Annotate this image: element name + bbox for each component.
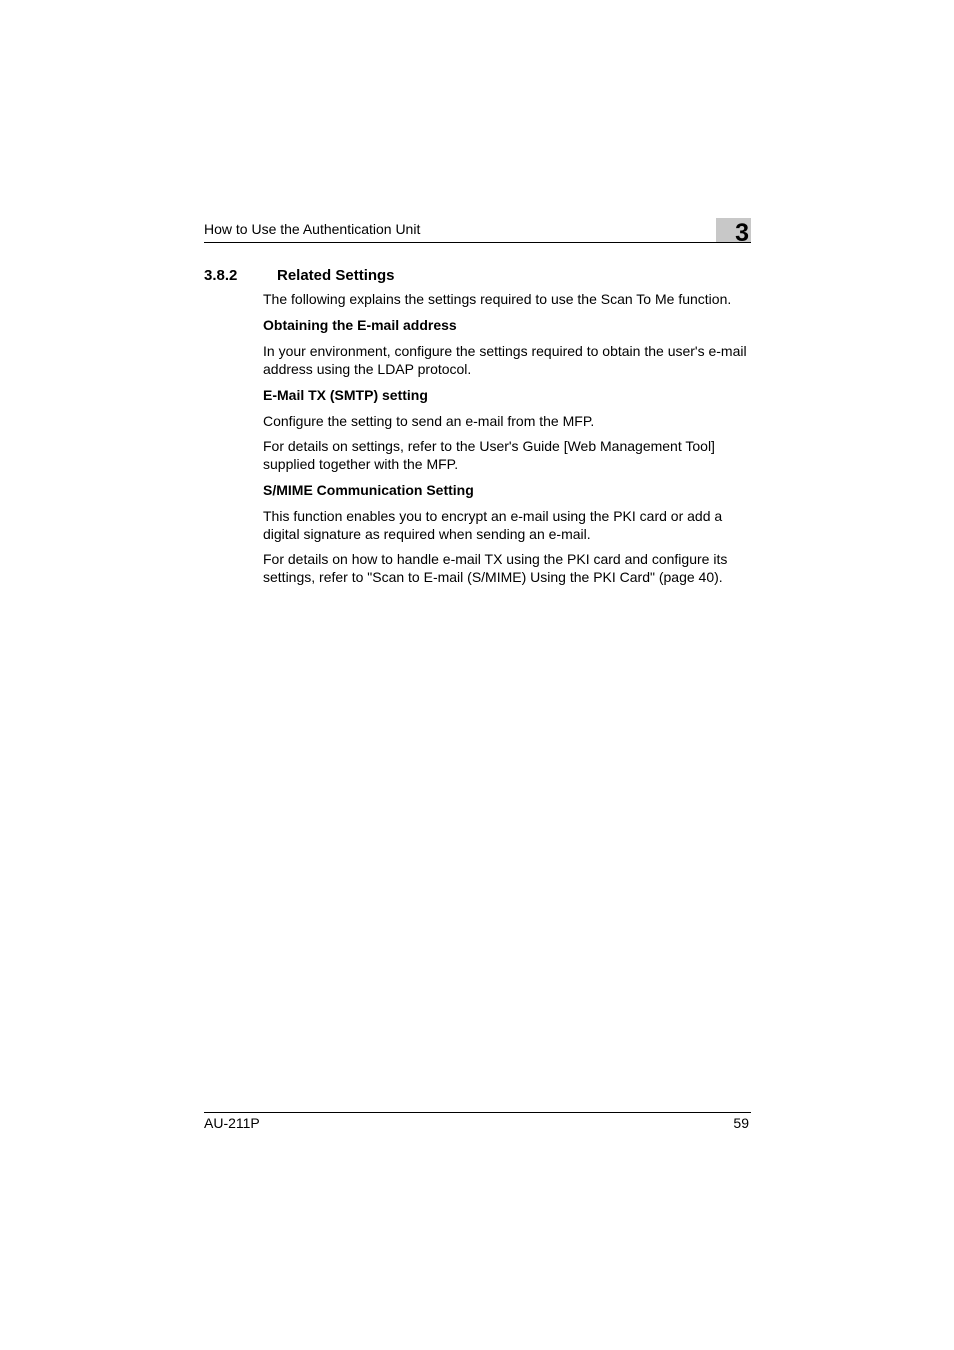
footer-page-number: 59 bbox=[733, 1115, 749, 1131]
header-divider bbox=[204, 242, 751, 243]
chapter-number: 3 bbox=[735, 219, 749, 247]
footer-model: AU-211P bbox=[204, 1115, 260, 1131]
subsection-heading-smime: S/MIME Communication Setting bbox=[263, 482, 474, 498]
paragraph-smime-2: For details on how to handle e-mail TX using the PKI card and configure its settings, refer to "Scan to E-mail (S/MIME) Using the PKI Card" (page 40). bbox=[263, 551, 728, 585]
section-body bbox=[263, 290, 755, 593]
intro-paragraph: The following explains the settings required to use the Scan To Me function. bbox=[263, 291, 732, 307]
paragraph-smtp-2: For details on settings, refer to the User's Guide [Web Management Tool] supplied together with the MFP. bbox=[263, 438, 715, 472]
paragraph-smtp-1: Configure the setting to send an e-mail from the MFP. bbox=[263, 413, 595, 429]
footer-divider bbox=[204, 1112, 751, 1113]
chapter-tab bbox=[716, 218, 751, 247]
running-header-title: How to Use the Authentication Unit bbox=[204, 221, 421, 237]
paragraph-email-address: In your environment, configure the settings required to obtain the user's e-mail address using the LDAP protocol. bbox=[263, 343, 747, 377]
paragraph-smime-1: This function enables you to encrypt an e-mail using the PKI card or add a digital signature as required when sending an e-mail. bbox=[263, 508, 723, 542]
section-heading bbox=[204, 266, 395, 285]
subsection-heading-email-address: Obtaining the E-mail address bbox=[263, 317, 457, 333]
section-title: Related Settings bbox=[277, 267, 395, 284]
section-number: 3.8.2 bbox=[204, 267, 238, 284]
subsection-heading-smtp: E-Mail TX (SMTP) setting bbox=[263, 387, 428, 403]
